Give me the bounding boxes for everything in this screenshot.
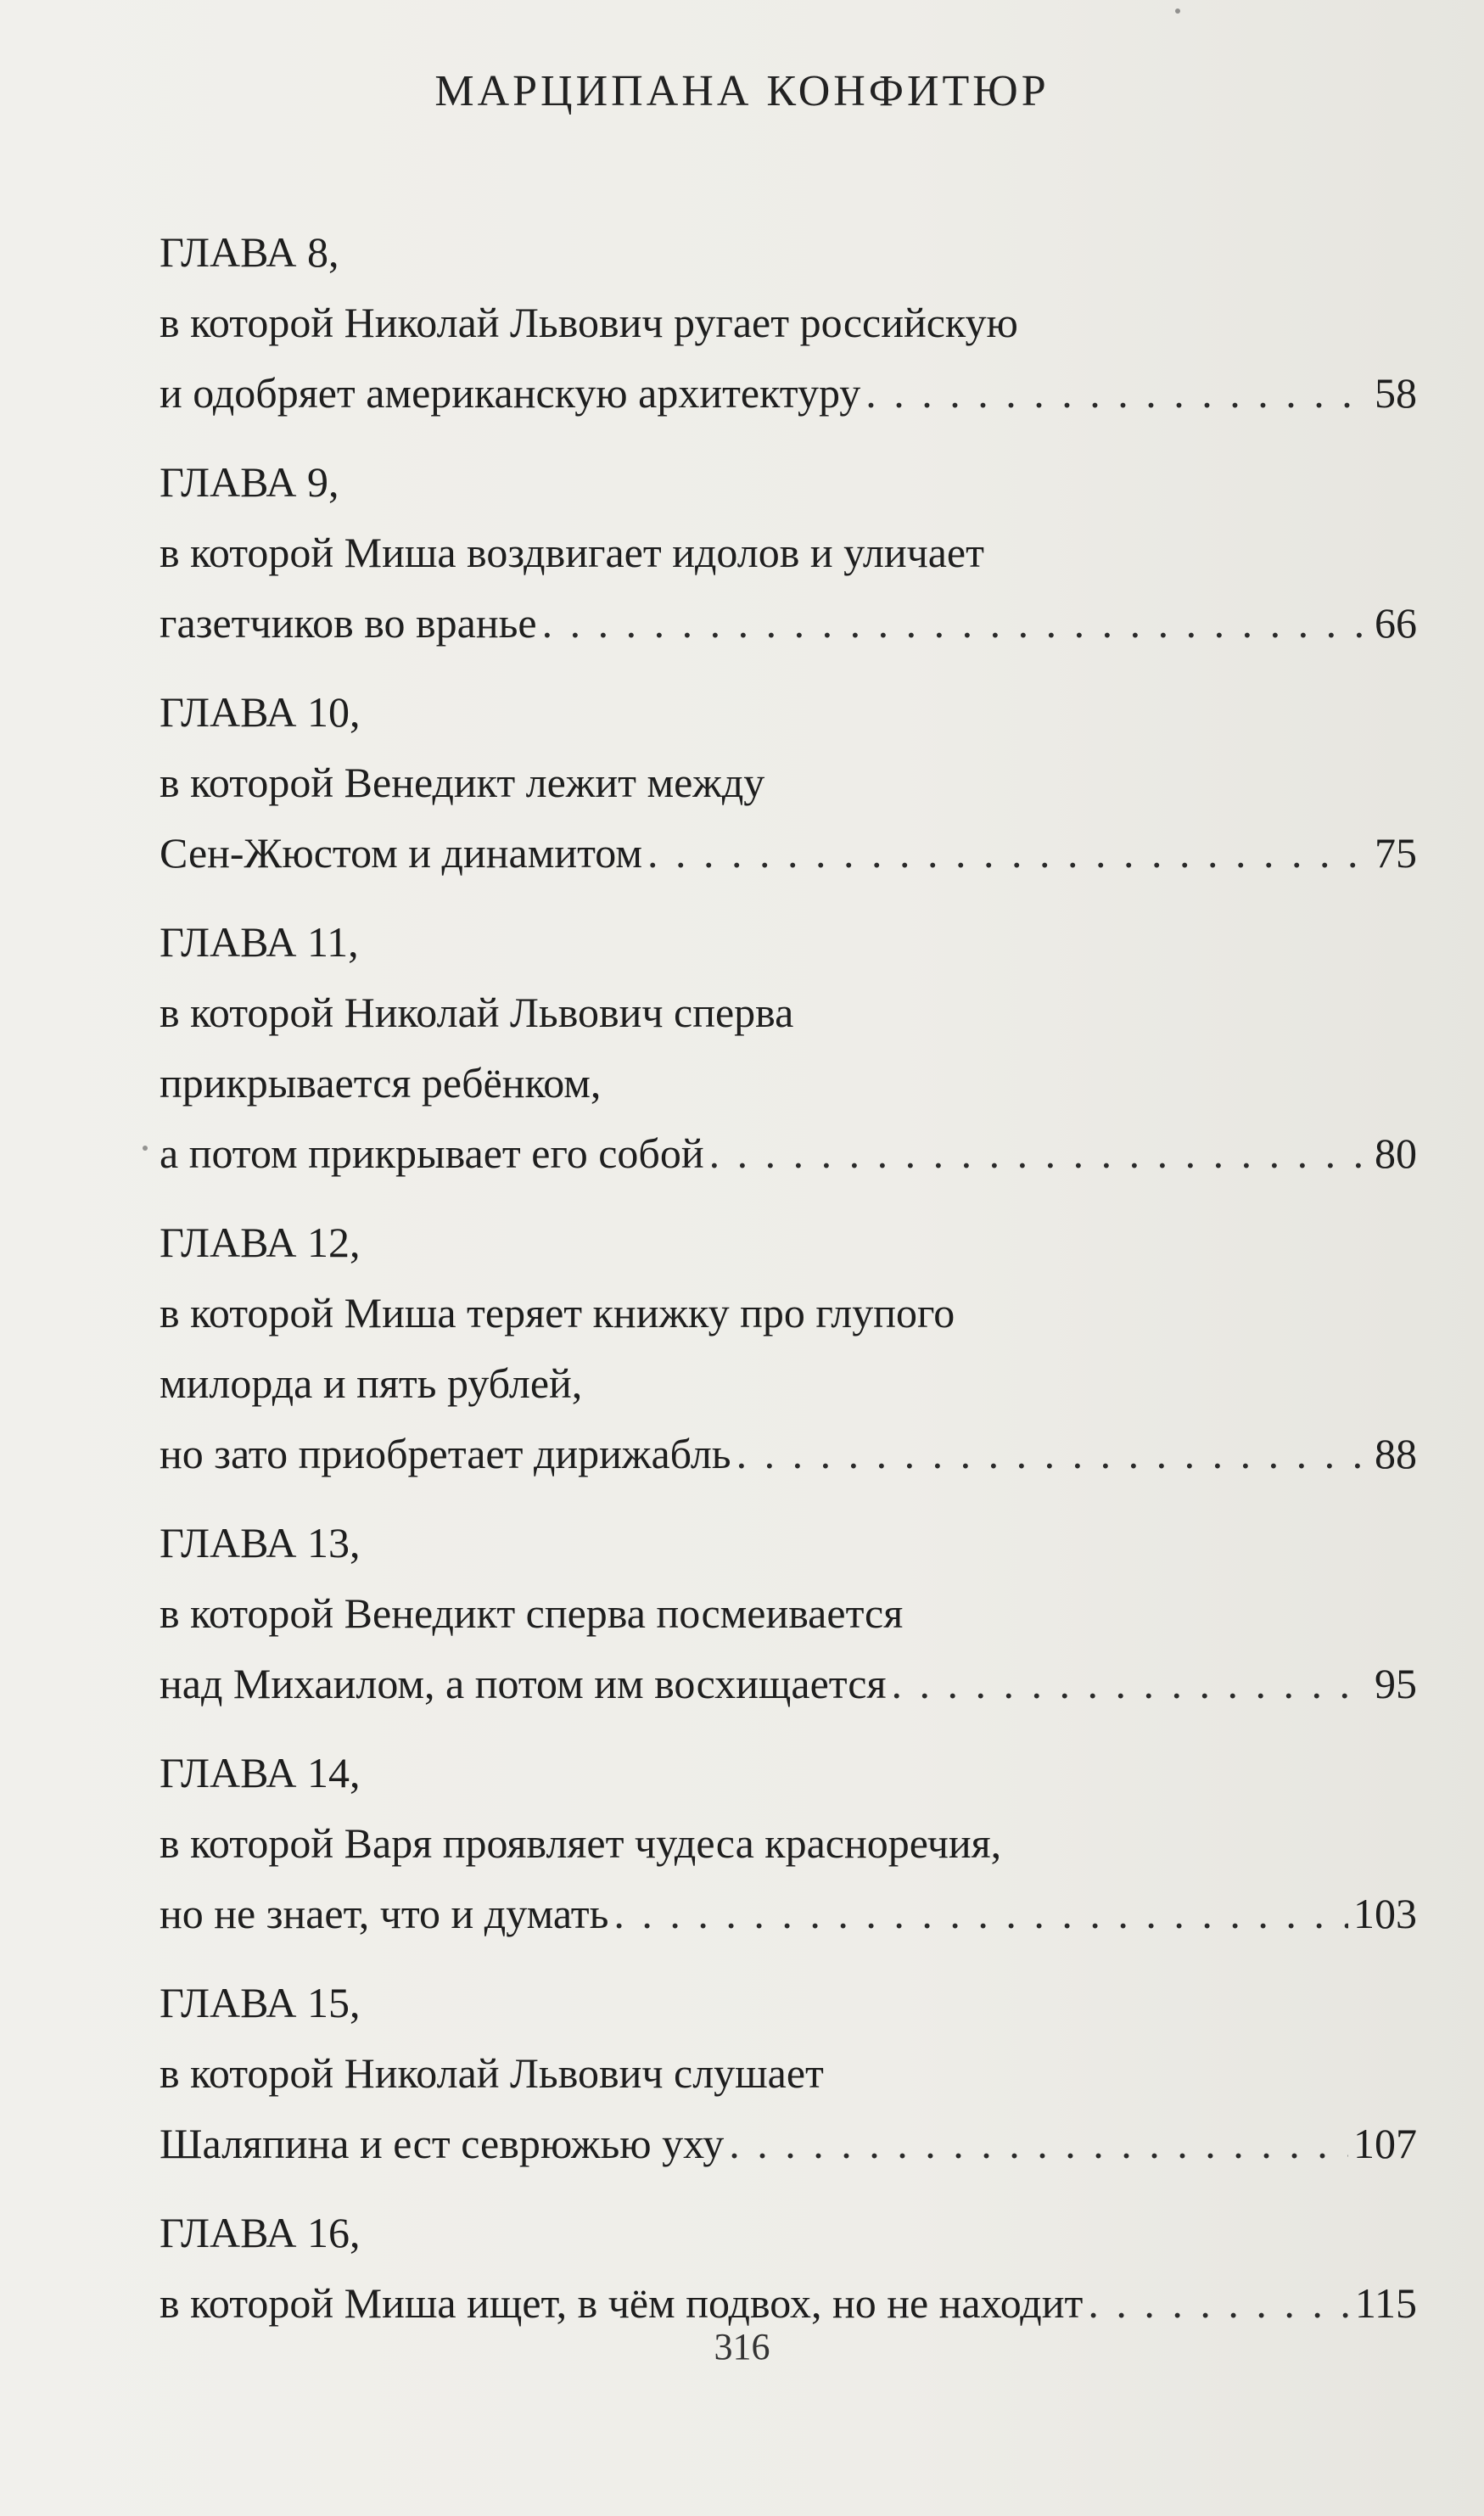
chapter-description-final-line bbox=[160, 358, 1417, 429]
chapter-heading: ГЛАВА 8, bbox=[160, 228, 339, 276]
chapter-description-final-line bbox=[160, 1879, 1417, 1949]
chapter-description-line: в которой Николай Львович сперва bbox=[160, 989, 794, 1036]
chapter-description-text: и одобряет американскую архитектуру bbox=[160, 369, 861, 417]
chapter-description-final-line bbox=[160, 1118, 1417, 1189]
chapter-description-text: газетчиков во вранье bbox=[160, 599, 537, 647]
toc-entry bbox=[160, 907, 1417, 1189]
toc-entry bbox=[160, 1968, 1417, 2179]
dot-leader bbox=[613, 1879, 1348, 1949]
chapter-page-number: 88 bbox=[1375, 1430, 1417, 1477]
dot-leader bbox=[865, 358, 1369, 429]
chapter-description-line: в которой Миша теряет книжку про глупого bbox=[160, 1289, 955, 1336]
chapter-description-final-line bbox=[160, 2109, 1417, 2179]
chapter-page-number: 66 bbox=[1375, 599, 1417, 647]
dot-leader bbox=[709, 1118, 1369, 1189]
chapter-description-line: в которой Варя проявляет чудеса красноречия, bbox=[160, 1819, 1002, 1867]
chapter-heading: ГЛАВА 12, bbox=[160, 1219, 361, 1266]
paper-speck bbox=[1175, 8, 1180, 14]
chapter-description-text: а потом прикрывает его собой bbox=[160, 1129, 704, 1177]
chapter-description-line: в которой Венедикт сперва посмеивается bbox=[160, 1589, 904, 1637]
toc-entry bbox=[160, 677, 1417, 888]
page-number: 316 bbox=[714, 2326, 770, 2368]
chapter-description-final-line bbox=[160, 1649, 1417, 1719]
chapter-heading: ГЛАВА 11, bbox=[160, 918, 359, 966]
chapter-heading: ГЛАВА 13, bbox=[160, 1519, 361, 1566]
chapter-description-final-line bbox=[160, 588, 1417, 658]
chapter-heading: ГЛАВА 16, bbox=[160, 2209, 361, 2256]
chapter-description-text: но зато приобретает дирижабль bbox=[160, 1430, 731, 1477]
toc-entry bbox=[160, 1508, 1417, 1719]
table-of-contents bbox=[160, 217, 1417, 2357]
chapter-description-text: но не знает, что и думать bbox=[160, 1890, 609, 1937]
chapter-description-text: Сен-Жюстом и динамитом bbox=[160, 829, 642, 877]
chapter-description-text: Шаляпина и ест севрюжью уху bbox=[160, 2120, 725, 2167]
chapter-page-number: 75 bbox=[1375, 829, 1417, 877]
chapter-description-text: в которой Миша ищет, в чём подвох, но не находит bbox=[160, 2279, 1084, 2327]
chapter-page-number: 80 bbox=[1375, 1129, 1417, 1177]
toc-entry bbox=[160, 447, 1417, 658]
chapter-description-line: в которой Николай Львович слушает bbox=[160, 2049, 824, 2097]
dot-leader bbox=[729, 2109, 1348, 2179]
chapter-page-number: 103 bbox=[1353, 1890, 1417, 1937]
chapter-description-line: в которой Венедикт лежит между bbox=[160, 759, 765, 806]
chapter-description-line: прикрывается ребёнком, bbox=[160, 1059, 602, 1107]
chapter-page-number: 107 bbox=[1353, 2120, 1417, 2167]
running-head: МАРЦИПАНА КОНФИТЮР bbox=[434, 67, 1050, 115]
chapter-description-final-line bbox=[160, 1419, 1417, 1489]
chapter-heading: ГЛАВА 14, bbox=[160, 1749, 361, 1796]
chapter-description-text: над Михаилом, а потом им восхищается bbox=[160, 1660, 887, 1707]
chapter-page-number: 115 bbox=[1354, 2279, 1417, 2327]
chapter-description-line: в которой Николай Львович ругает российскую bbox=[160, 299, 1018, 346]
toc-entry bbox=[160, 217, 1417, 429]
chapter-description-final-line bbox=[160, 818, 1417, 888]
chapter-page-number: 95 bbox=[1375, 1660, 1417, 1707]
dot-leader bbox=[542, 588, 1369, 658]
chapter-heading: ГЛАВА 10, bbox=[160, 688, 361, 736]
chapter-heading: ГЛАВА 9, bbox=[160, 458, 339, 506]
chapter-description-line: милорда и пять рублей, bbox=[160, 1359, 583, 1407]
dot-leader bbox=[647, 818, 1369, 888]
chapter-description-line: в которой Миша воздвигает идолов и уличает bbox=[160, 529, 984, 576]
chapter-page-number: 58 bbox=[1375, 369, 1417, 417]
paper-speck bbox=[143, 1146, 148, 1151]
toc-entry bbox=[160, 1738, 1417, 1949]
toc-entry bbox=[160, 2198, 1417, 2339]
toc-entry bbox=[160, 1208, 1417, 1489]
dot-leader bbox=[736, 1419, 1369, 1489]
chapter-heading: ГЛАВА 15, bbox=[160, 1979, 361, 2026]
dot-leader bbox=[891, 1649, 1369, 1719]
